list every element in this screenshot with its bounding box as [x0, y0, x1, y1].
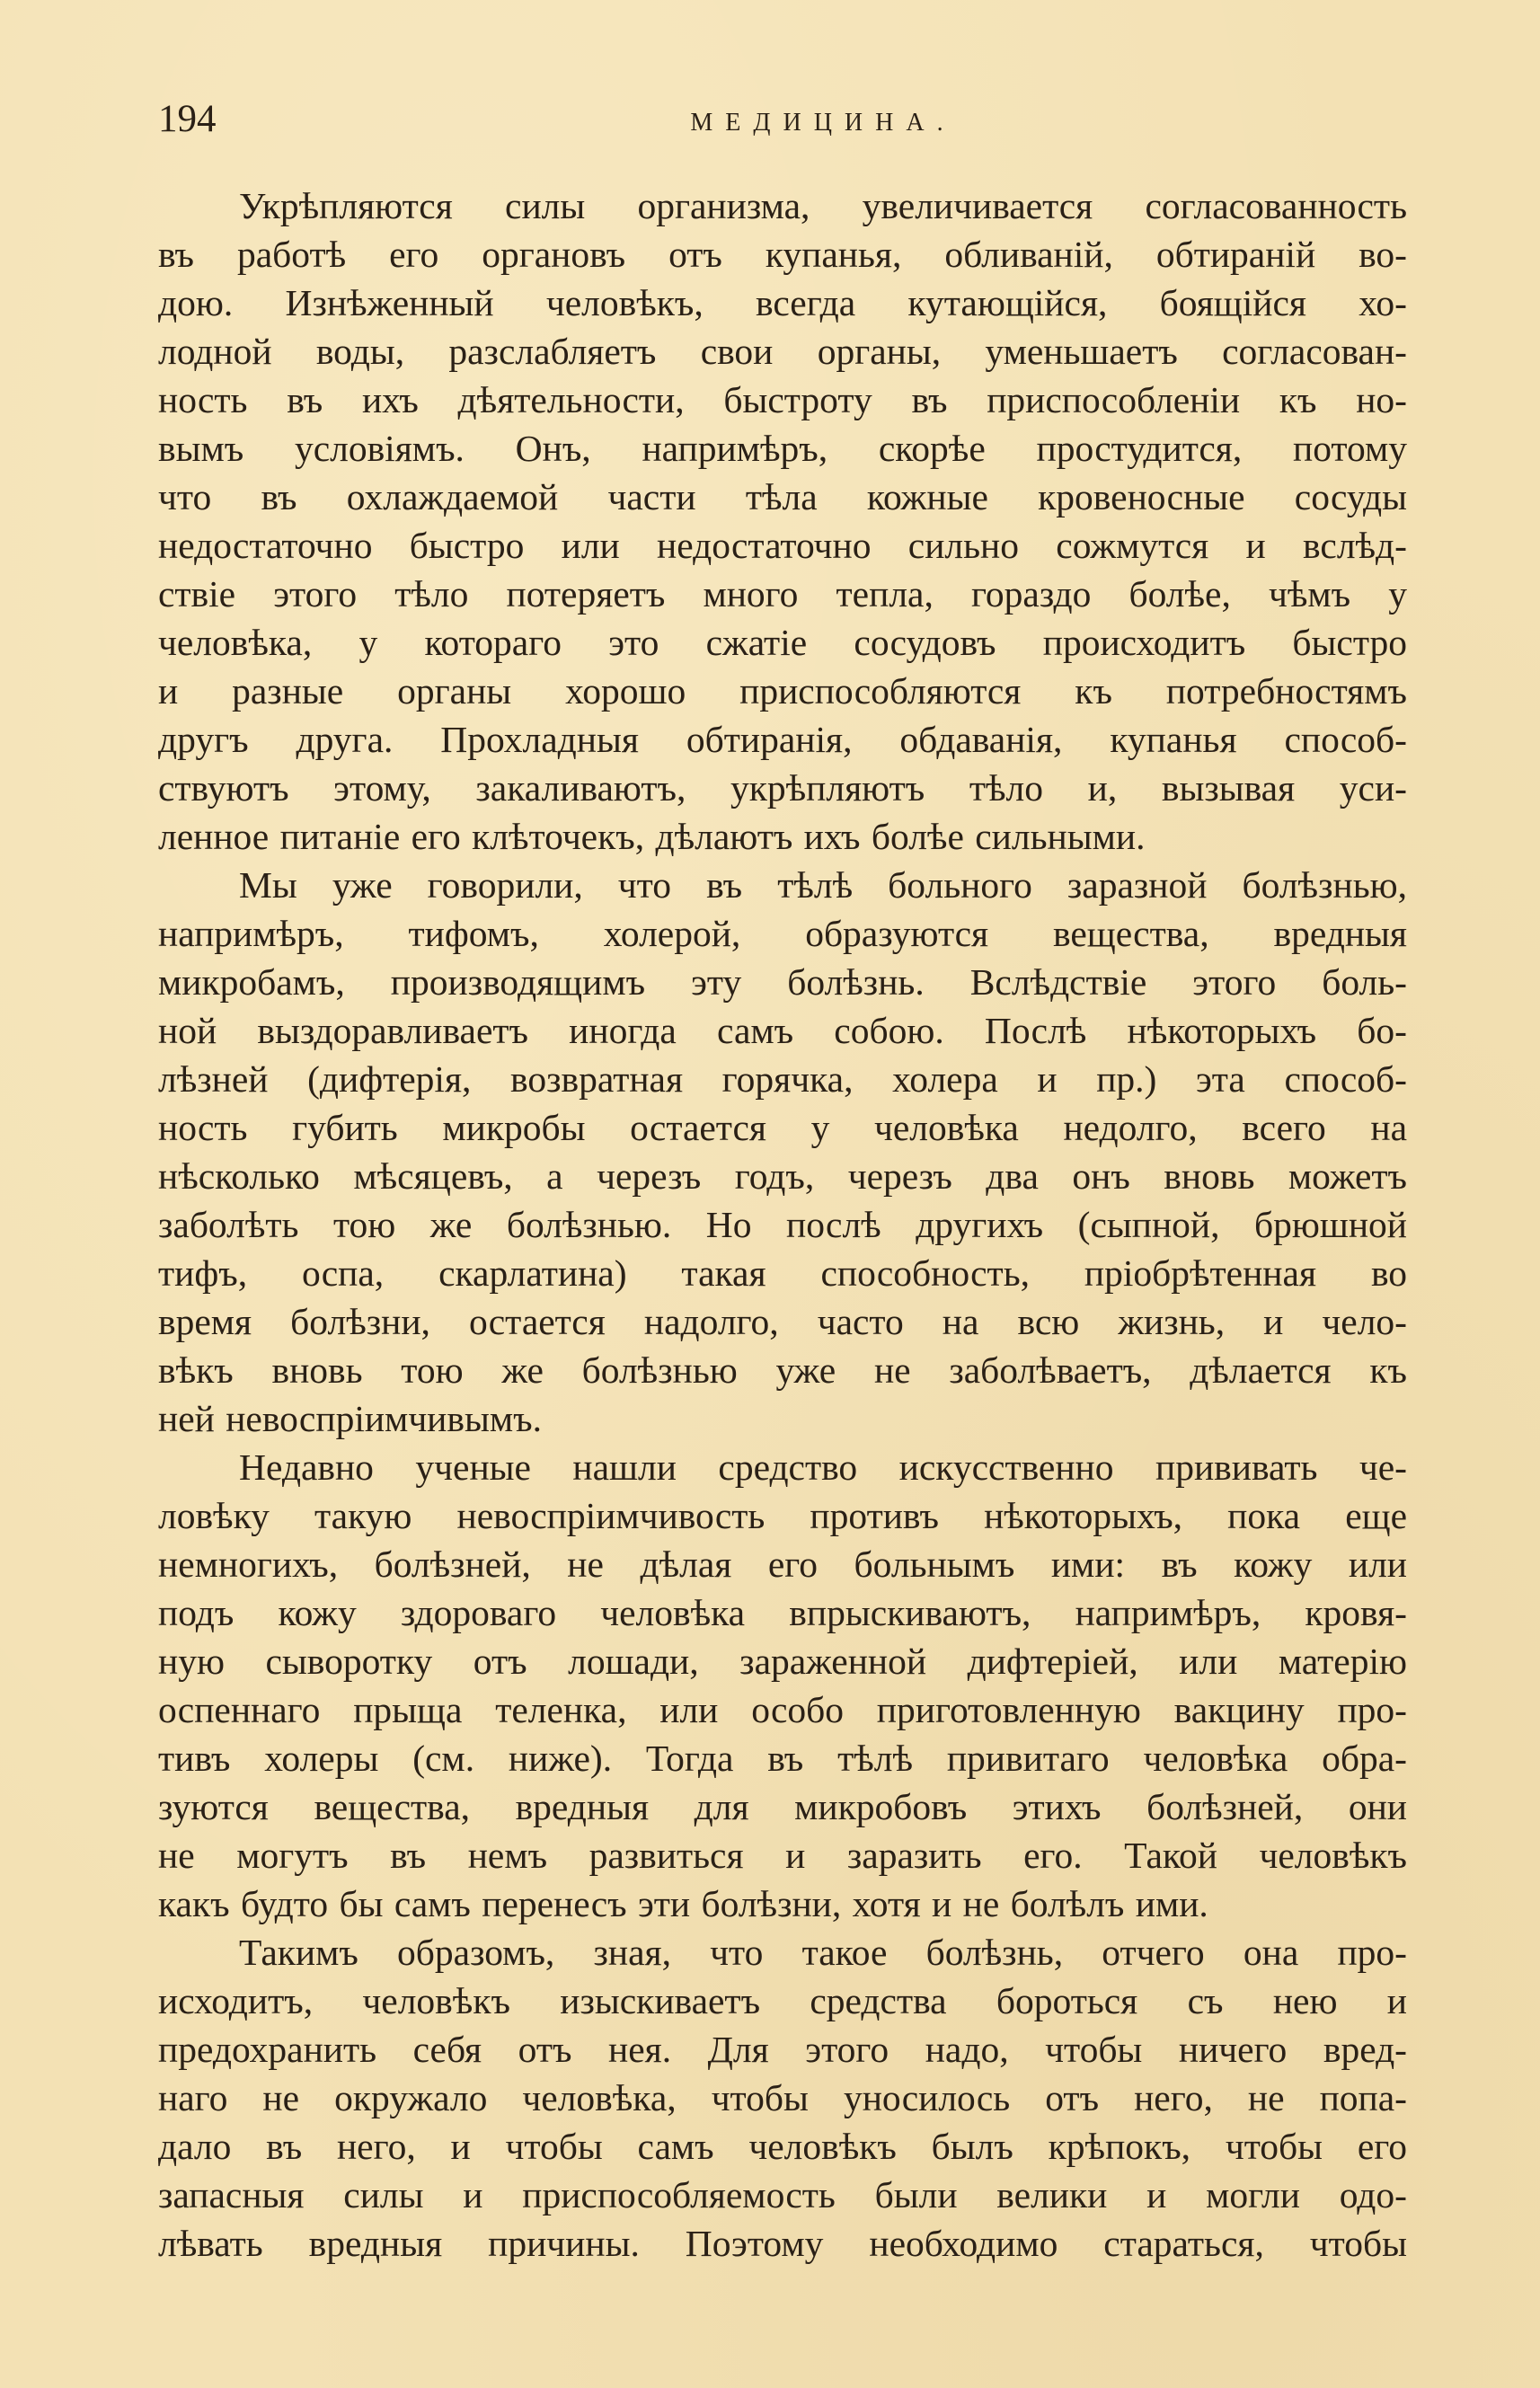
text-line: ность въ ихъ дѣятельности, быстроту въ приспособленіи къ но-	[158, 379, 1407, 420]
page-header	[158, 93, 1407, 146]
text-line: ность губить микробы остается у человѣка недолго, всего на	[158, 1107, 1407, 1148]
text-line: микробамъ, производящимъ эту болѣзнь. Вслѣдствіе этого боль-	[158, 961, 1407, 1003]
text-line: нѣсколько мѣсяцевъ, а черезъ годъ, черезъ два онъ вновь можетъ	[158, 1155, 1407, 1197]
text-line: оспеннаго прыща теленка, или особо приготовленную вакцину про-	[158, 1689, 1407, 1730]
text-line: вѣкъ вновь тою же болѣзнью уже не заболѣваетъ, дѣлается къ	[158, 1349, 1407, 1391]
text-line: зуются вещества, вредныя для микробовъ этихъ болѣзней, они	[158, 1786, 1407, 1827]
text-line: дало въ него, и чтобы самъ человѣкъ былъ крѣпокъ, чтобы его	[158, 2126, 1407, 2167]
text-line: заболѣть тою же болѣзнью. Но послѣ другихъ (сыпной, брюшной	[158, 1204, 1407, 1245]
text-line: вымъ условіямъ. Онъ, напримѣръ, скорѣе простудится, потому	[158, 428, 1407, 469]
text-line: дою. Изнѣженный человѣкъ, всегда кутающійся, боящійся хо-	[158, 282, 1407, 323]
text-line: лѣвать вредныя причины. Поэтому необходимо стараться, чтобы	[158, 2223, 1407, 2264]
text-line: недостаточно быстро или недостаточно сильно сожмутся и вслѣд-	[158, 525, 1407, 566]
text-line: немногихъ, болѣзней, не дѣлая его больнымъ ими: въ кожу или	[158, 1543, 1407, 1585]
page-number: 194	[158, 98, 217, 140]
body-text	[158, 181, 1407, 2268]
text-line: что въ охлаждаемой части тѣла кожные кровеносные сосуды	[158, 476, 1407, 517]
text-line: ней невоспріимчивымъ.	[158, 1398, 542, 1439]
text-line: другъ друга. Прохладныя обтиранія, обдаванія, купанья способ-	[158, 719, 1407, 760]
running-head: МЕДИЦИНА.	[690, 109, 956, 137]
text-line: ствіе этого тѣло потеряетъ много тепла, гораздо болѣе, чѣмъ у	[158, 573, 1407, 615]
text-line: Укрѣпляются силы организма, увеличивается согласованность	[239, 185, 1407, 226]
text-line: напримѣръ, тифомъ, холерой, образуются вещества, вредныя	[158, 913, 1407, 954]
text-line: ловѣку такую невоспріимчивость противъ нѣкоторыхъ, пока еще	[158, 1495, 1407, 1536]
text-line: какъ будто бы самъ перенесъ эти болѣзни, хотя и не болѣлъ ими.	[158, 1883, 1208, 1924]
text-line: въ работѣ его органовъ отъ купанья, обливаній, обтираній во-	[158, 234, 1407, 275]
text-line: тивъ холеры (см. ниже). Тогда въ тѣлѣ привитаго человѣка обра-	[158, 1738, 1407, 1779]
text-line: время болѣзни, остается надолго, часто на всю жизнь, и чело-	[158, 1301, 1407, 1342]
text-line: запасныя силы и приспособляемость были велики и могли одо-	[158, 2174, 1407, 2216]
text-line: исходитъ, человѣкъ изыскиваетъ средства бороться съ нею и	[158, 1980, 1407, 2021]
text-line: не могутъ въ немъ развиться и заразить его. Такой человѣкъ	[158, 1835, 1407, 1876]
text-line: ленное питаніе его клѣточекъ, дѣлаютъ ихъ болѣе сильными.	[158, 816, 1146, 857]
text-line: ную сыворотку отъ лошади, зараженной дифтеріей, или матерію	[158, 1641, 1407, 1682]
text-line: человѣка, у котораго это сжатіе сосудовъ происходитъ быстро	[158, 622, 1407, 663]
text-line: и разные органы хорошо приспособляются къ потребностямъ	[158, 670, 1407, 712]
text-line: Мы уже говорили, что въ тѣлѣ больного заразной болѣзнью,	[239, 864, 1407, 906]
text-line: подъ кожу здороваго человѣка впрыскиваютъ, напримѣръ, кровя-	[158, 1592, 1407, 1633]
text-line: Такимъ образомъ, зная, что такое болѣзнь, отчего она про-	[239, 1932, 1407, 1973]
text-line: предохранить себя отъ нея. Для этого надо, чтобы ничего вред-	[158, 2029, 1407, 2070]
text-line: Недавно ученые нашли средство искусственно прививать че-	[239, 1446, 1407, 1488]
text-line: ной выздоравливаетъ иногда самъ собою. Послѣ нѣкоторыхъ бо-	[158, 1010, 1407, 1051]
text-line: лѣзней (дифтерія, возвратная горячка, холера и пр.) эта способ-	[158, 1058, 1407, 1100]
text-line: лодной воды, разслабляетъ свои органы, уменьшаетъ согласован-	[158, 331, 1407, 372]
text-line: наго не окружало человѣка, чтобы уносилось отъ него, не попа-	[158, 2077, 1407, 2118]
text-line: тифъ, оспа, скарлатина) такая способность, пріобрѣтенная во	[158, 1252, 1407, 1294]
text-line: ствуютъ этому, закаливаютъ, укрѣпляютъ тѣло и, вызывая уси-	[158, 767, 1407, 809]
